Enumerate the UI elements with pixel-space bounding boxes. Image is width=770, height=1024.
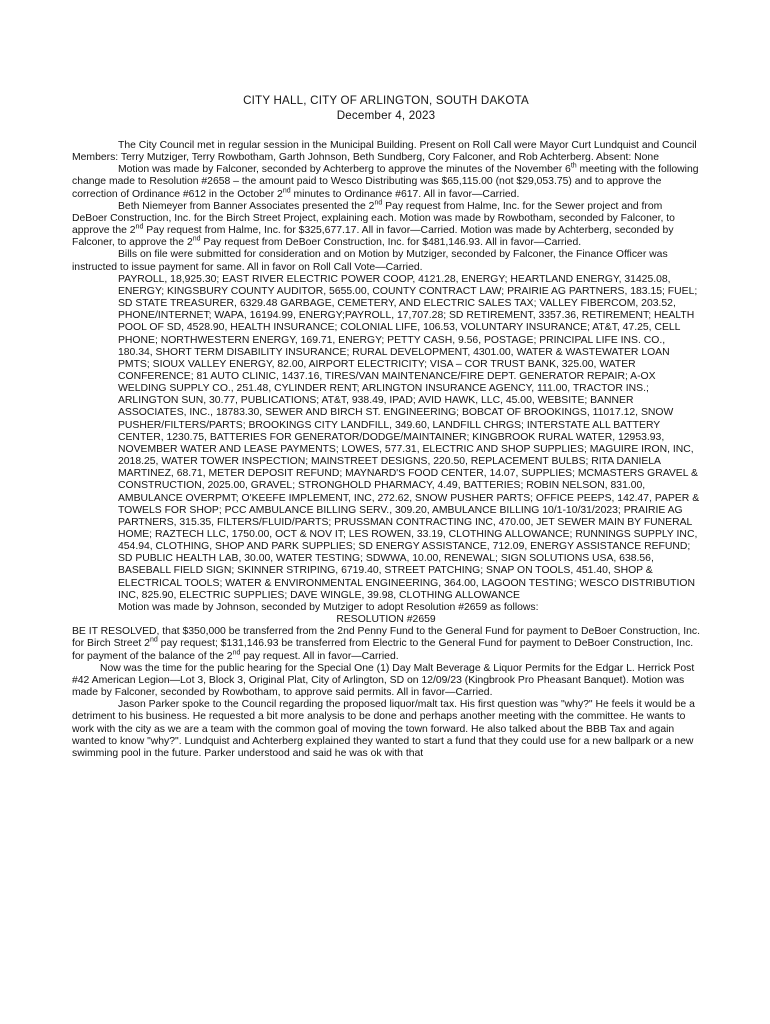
minutes-motion-paragraph: Motion was made by Falconer, seconded by Achterberg to approve the minutes of the November 6th meeting with the following change made to Resolution #2658 – the amount paid to Wesco Distributing was $65,115.00 (not $29,053.75) and to approve the correction of Ordinance #612 in the October 2nd minutes to Ordinance #617. All in favor—Carried. — [72, 162, 699, 200]
resolution-motion-paragraph: Motion was made by Johnson, seconded by Mutziger to adopt Resolution #2659 as follows: — [118, 601, 539, 613]
spacer — [72, 123, 700, 140]
resolution-text: BE IT RESOLVED, that $350,000 be transferred from the 2nd Penny Fund to the General Fund for payment to DeBoer Construction, Inc. for Birch Street 2nd pay request; $131,146.93 be transferred from Electric to the General Fund for payment to DeBoer Construction, Inc. for payment of the balance of the 2nd pay request. All in favor—Carried. — [72, 626, 701, 662]
bills-list: PAYROLL, 18,925.30; EAST RIVER ELECTRIC POWER COOP, 4121.28, ENERGY; HEARTLAND ENERGY, 31425.08, ENERGY; KINGSBURY COUNTY AUDITOR, 5655.00, COUNTY CONTRACT LAW; PRAIRIE AG PARTNERS, 183.15; FUEL; SD STATE TREASURER, 6329.48 GARBAGE, CEMETERY, AND ELECTRIC SALES TAX; VALLEY FIBERCOM, 203.52, PHONE/INTERNET; WAPA, 16194.99, ENERGY;PAYROLL, 17,707.28; SD RETIREMENT, 3357.36, RETIREMENT; HEALTH POOL OF SD, 4528.90, HEALTH INSURANCE; COLONIAL LIFE, 106.53, VOLUNTARY INSURANCE; AT&T, 47.25, CELL PHONE; NORTHWESTERN ENERGY, 169.71, ENERGY; PETTY CASH, 9.56, POSTAGE; PRINCIPAL LIFE INS. CO., 180.34, SHORT TERM DISABILITY INSURANCE; RURAL DEVELOPMENT, 4301.00, WATER & WASTEWATER LOAN PMTS; SIOUX VALLEY ENERGY, 82.00, AIRPORT ELECTRICITY; VISA – COR TRUST BANK, 325.00, WATER CONFERENCE; 81 AUTO CLINIC, 1437.16, TIRES/VAN MAINTENANCE/FIRE DEPT. GENERATOR REPAIR; A-OX WELDING SUPPLY CO., 251.48, CYLINDER RENT; ARLINGTON INSURANCE AGENCY, 111.00, TRACTOR INS.; ARLINGTON SUN, 30.77, PUBLICATIONS; AT&T, 938.49, IPAD; AVID HAWK, LLC, 45.00, WEBSITE; BANNER ASSOCIATES, INC., 18783.30, SEWER AND BIRCH ST. ENGINEERING; BOBCAT OF BROOKINGS, 11017.12, SNOW PUSHER/FILTERS/PARTS; BROOKINGS CITY LANDFILL, 349.60, LANDFILL CHRGS; INTERSTATE ALL BATTERY CENTER, 1230.75, BATTERIES FOR GENERATOR/DODGE/MAINTAINER; KINGBROOK RURAL WATER, 12953.93, NOVEMBER WATER AND LEASE PAYMENTS; LOWES, 577.31, ELECTRIC AND SHOP SUPPLIES; MAGUIRE IRON, INC, 2018.25, WATER TOWER INSPECTION; MAINSTREET DESIGNS, 220.50, REPLACEMENT BULBS; RITA DANIELA MARTINEZ, 68.71, METER DEPOSIT REFUND; MAYNARD'S FOOD CENTER, 14.07, SUPPLIES; MCMASTERS GRAVEL & CONSTRUCTION, 2025.00, GRAVEL; STRONGHOLD PHARMACY, 4.49, BATTERIES; ROBIN NELSON, 831.00, AMBULANCE OVERPMT; O'KEEFE IMPLEMENT, INC, 272.62, SNOW PUSHER PARTS; OFFICE PEEPS, 142.47, PAPER & TOWELS FOR SHOP; PCC AMBULANCE BILLING SERV., 309.20, AMBULANCE BILLING 10/1-10/31/2023; PRAIRIE AG PARTNERS, 315.35, FILTERS/FLUID/PARTS; PRUSSMAN CONTRACTING INC, 470.00, JET SEWER MAIN BY FUNERAL HOME; RAZTECH LLC, 1750.00, OCT & NOV IT; LES ROWEN, 33.19, CLOTHING ALLOWANCE; RUNNINGS SUPPLY INC, 454.94, CLOTHING, SHOP AND PARK SUPPLIES; SD ENERGY ASSISTANCE, 712.09, ENERGY ASSISTANCE REFUND; SD PUBLIC HEALTH LAB, 30.00, WATER TESTING; SDWWA, 10.00, RENEWAL; SIGN SOLUTIONS USA, 638.56, BASEBALL FIELD SIGN; SKINNER STRIPING, 6719.40, STREET PATCHING; SNAP ON TOOLS, 451.40, SHOP & ELECTRICAL TOOLS; WATER & ENVIRONMENTAL ENGINEERING, 364.00, LAGOON TESTING; WESCO DISTRIBUTION INC, 825.90, ELECTRIC SUPPLIES; DAVE WINGLE, 39.98, CLOTHING ALLOWANCE — [118, 273, 700, 601]
meeting-date: December 4, 2023 — [336, 108, 436, 122]
roll-call-paragraph: The City Council met in regular session in the Municipal Building. Present on Roll Call were Mayor Curt Lundquist and Council Members: Terry Mutziger, Terry Rowbotham, Garth Johnson, Beth Sundberg, Cory Falconer, and Rob Achterberg. Absent: None — [72, 140, 697, 164]
page-content — [72, 94, 700, 760]
document-title: CITY HALL, CITY OF ARLINGTON, SOUTH DAKOTA — [243, 94, 529, 107]
liquor-tax-paragraph: Jason Parker spoke to the Council regarding the proposed liquor/malt tax. His first question was "why?" He feels it would be a detriment to his business. He requested a bit more analysis to be done and perhaps another meeting with the committee. He wants to work with the city as we are a team with the common goal of moving the town forward. He also talked about the BBB Tax and again wanted to know "why?". Lundquist and Achterberg explained they wanted to start a fund that they could use for a new ballpark or a new swimming pool in the future. Parker understood and said he was ok with that — [72, 699, 695, 759]
pay-request-paragraph: Beth Niemeyer from Banner Associates presented the 2nd Pay request from Halme, Inc. for the Sewer project and from DeBoer Construction, Inc. for the Birch Street Project, explaining each. Motion was made by Rowbotham, seconded by Falconer, to approve the 2nd Pay request from Halme, Inc. for $325,677.17. All in favor—Carried. Motion was made by Achterberg, seconded by Falconer, to approve the 2nd Pay request from DeBoer Construction, Inc. for $481,146.93. All in favor—Carried. — [72, 199, 675, 249]
resolution-title: RESOLUTION #2659 — [336, 614, 436, 626]
public-hearing-paragraph: Now was the time for the public hearing for the Special One (1) Day Malt Beverage & Liquor Permits for the Edgar L. Herrick Post #42 American Legion—Lot 3, Block 3, Original Plat, City of Arlington, SD on 12/09/23 (Kingbrook Pro Pheasant Banquet). Motion was made by Falconer, seconded by Rowbotham, to approve said permits. All in favor—Carried. — [72, 662, 695, 699]
bills-motion-paragraph: Bills on file were submitted for consideration and on Motion by Mutziger, seconded by Falconer, the Finance Officer was instructed to issue payment for same. All in favor on Roll Call Vote—Carried. — [72, 249, 668, 273]
